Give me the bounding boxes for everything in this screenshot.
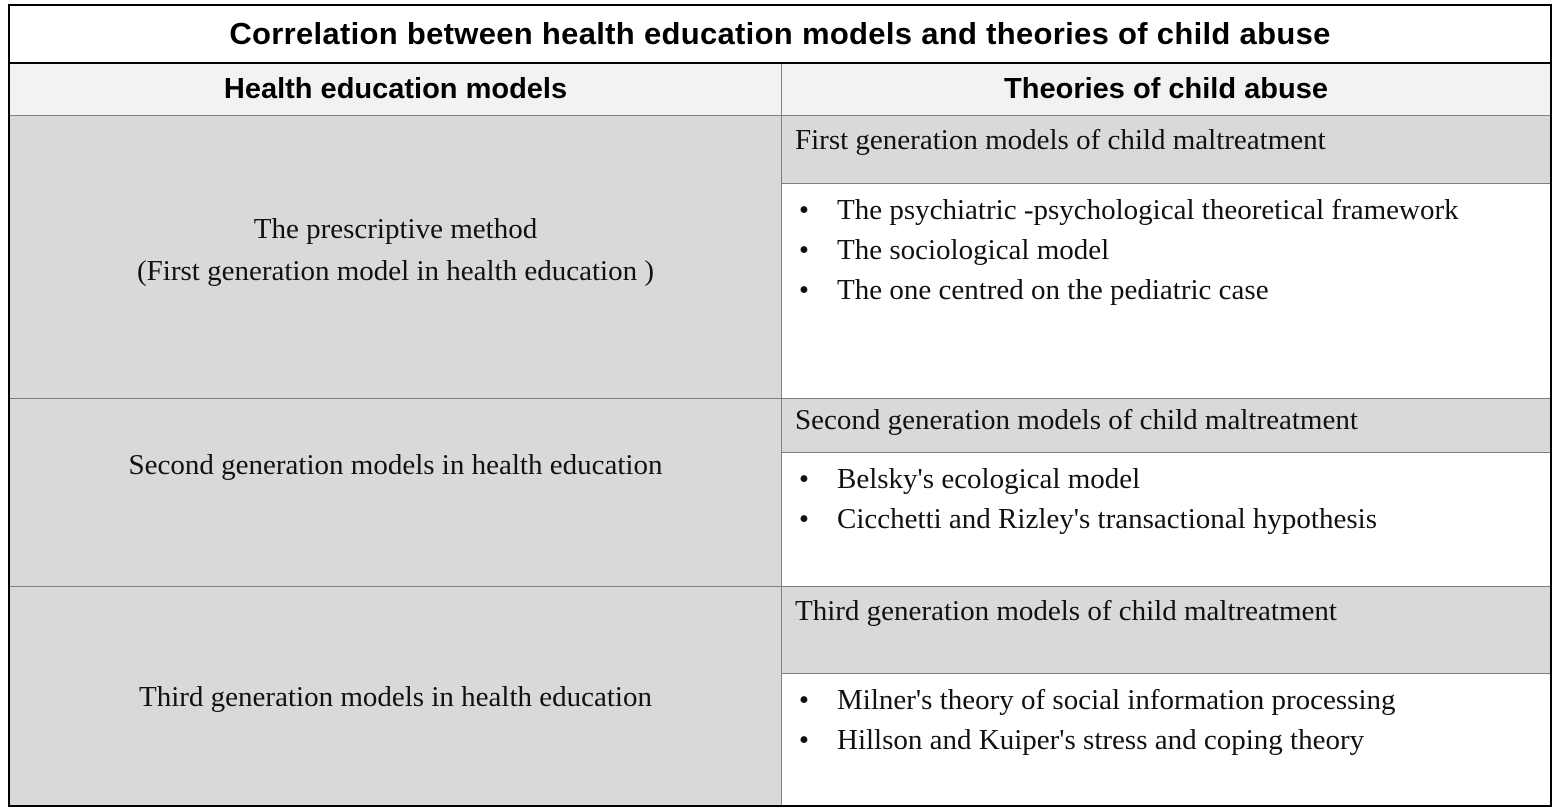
list-item: • The one centred on the pediatric case bbox=[782, 270, 1550, 310]
bullet-icon: • bbox=[798, 724, 810, 756]
list-item: • The sociological model bbox=[782, 230, 1550, 270]
model-cell-first bbox=[10, 116, 782, 399]
list-item: • Hillson and Kuiper's stress and coping theory bbox=[782, 720, 1550, 760]
bullet-icon: • bbox=[798, 194, 810, 226]
model-third-line1: Third generation models in health education bbox=[139, 681, 652, 713]
list-item: • The psychiatric -psychological theoretical framework bbox=[782, 190, 1550, 230]
theory-heading-third: Third generation models of child maltreatment bbox=[782, 587, 1550, 674]
table-title: Correlation between health education models and theories of child abuse bbox=[10, 6, 1550, 64]
list-item: • Milner's theory of social information processing bbox=[782, 680, 1550, 720]
correlation-table bbox=[8, 4, 1552, 807]
list-item: • Cicchetti and Rizley's transactional hypothesis bbox=[782, 499, 1550, 539]
theory-list-third bbox=[782, 674, 1550, 805]
list-item: • Belsky's ecological model bbox=[782, 459, 1550, 499]
bullet-icon: • bbox=[798, 274, 810, 306]
theory-list-second bbox=[782, 453, 1550, 587]
bullet-icon: • bbox=[798, 234, 810, 266]
model-second-line1: Second generation models in health education bbox=[128, 448, 663, 481]
column-header-theories: Theories of child abuse bbox=[782, 64, 1550, 116]
bullet-icon: • bbox=[798, 684, 810, 716]
column-header-models: Health education models bbox=[10, 64, 782, 116]
theory-list-first bbox=[782, 184, 1550, 399]
model-cell-second bbox=[10, 399, 782, 587]
model-cell-third bbox=[10, 587, 782, 805]
bullet-icon: • bbox=[798, 503, 810, 535]
theory-heading-first: First generation models of child maltreatment bbox=[782, 116, 1550, 184]
model-first-line2: (First generation model in health education ) bbox=[136, 255, 654, 287]
bullet-icon: • bbox=[798, 463, 810, 495]
model-first-line1: The prescriptive method bbox=[253, 213, 538, 245]
theory-heading-second: Second generation models of child maltreatment bbox=[782, 399, 1550, 453]
